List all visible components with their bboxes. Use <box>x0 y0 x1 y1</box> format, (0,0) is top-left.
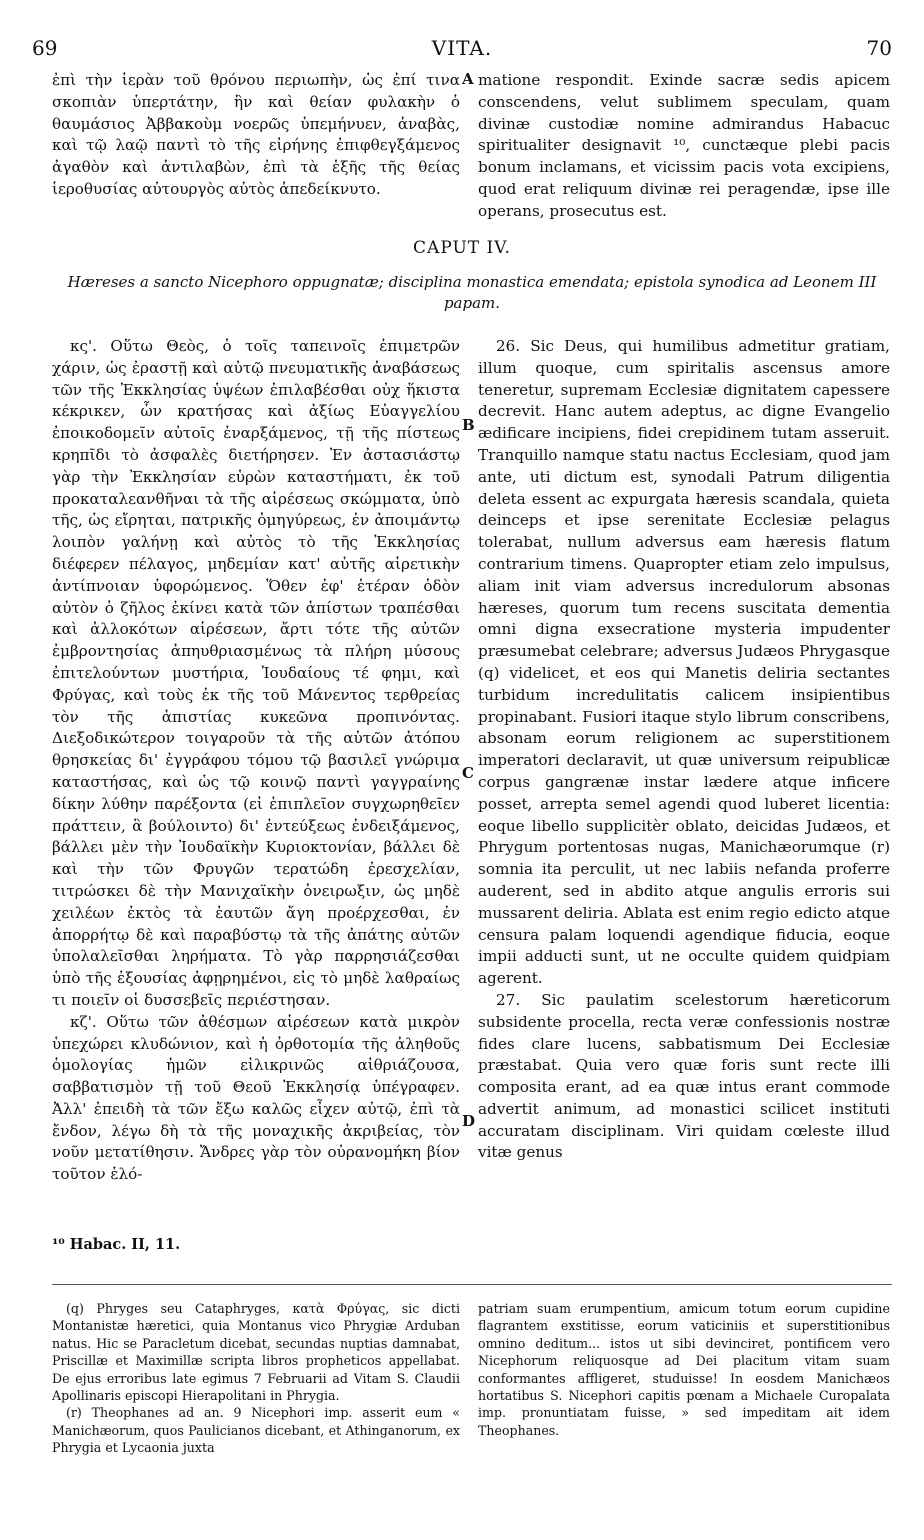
note-q: (q) Phryges seu Cataphryges, κατὰ Φρύγας, sic dicti Montanistæ hæretici, quia Montanus vico Phrygiæ Arduban natus. Hic se Paracletum dicebat, secundas nuptias damnabat, Priscillæ et Maximillæ scripta libros propheticos appellabat. De ejus erroribus late egimus 7 Februarii ad Vitam S. Claudii Apollinaris episcopi Hierapolitani in Phrygia. <box>52 1301 460 1404</box>
running-title: VITA. <box>431 36 493 60</box>
page-number-left: 69 <box>32 36 58 60</box>
intro-greek-text: ἐπὶ τὴν ἱερὰν τοῦ θρόνου περιωπὴν, ὡς ἐπί τινα σκοπιὰν ὑπερτάτην, ἣν καὶ θείαν φυλακὴν ὁ θαυμάσιος Ἀββακοὺμ νοερῶς ὑπεμήνυεν, ἀναβὰς, καὶ τῷ λαῷ παντὶ τὸ τῆς εἰρήνης ἐπιφθεγξάμενος ἀγαθὸν καὶ ἀντιλαβὼν, ἐπὶ τὰ ἑξῆς τῆς θείας ἱεροθυσίας αὐτουργὸς αὐτὸς ἀπεδείκνυτο. <box>52 71 460 198</box>
intro-greek-column <box>52 70 460 201</box>
footnote-divider <box>52 1284 892 1285</box>
scripture-footnote: ¹⁰ Habac. II, 11. <box>52 1236 181 1253</box>
margin-marker-c: C <box>462 764 474 782</box>
latin-paragraph-26: 26. Sic Deus, qui humilibus admetitur gratiam, illum quoque, cum spiritalis ascensus amore teneretur, supremam Ecclesiæ dignitatem capessere decrevit. Hanc autem adeptus, ac digne Evangelio ædificare incipiens, fidei crepidinem tutam asseruit. Tranquillo namque statu nactus Ecclesiam, quod jam ante, uti dictum est, synodali Patrum diligentia deleta essent ac expurgata hæresis scandala, quieta deinceps et ipse serenitate Ecclesiæ pelagus tolerabat, nullum adversus eam hæresis flatum contrarium timens. Quapropter etiam zelo impulsus, aliam init viam adversus incredulorum absonas hæreses, quorum tum recens suscitata dementia omni digna exsecratione mysteria impudenter præsumebat celebrare; adversus Judæos Phrygasque (q) videlicet, et eos qui Manetis deliria sectantes turbidum incredulitatis calicem insipientibus propinabant. Fusiori itaque stylo librum conscribens, absonam eorum religionem ac superstitionem imperatori declaravit, ut quæ universum reipublicæ corpus gangrænæ instar lædere atque inficere posset, arrepta semel agendi quod luberet licentia: eoque libello supplicitèr oblato, deicidas Judæos, et Phrygum portentosas nugas, Manichæorumque (r) somnia ita perculit, ut nec labiis nefanda proferre auderent, sed in abdito atque angulis erroris sui mussarent deliria. Ablata est enim regio edicto atque censura palam loquendi agendique fiducia, eoque impii adducti sunt, ut ne occulte quidem quidpiam agerent. <box>478 337 890 988</box>
margin-marker-a: A <box>462 70 474 88</box>
chapter-title: CAPUT IV. <box>413 238 511 258</box>
page-header <box>32 36 892 66</box>
note-r-continued: patriam suam erumpentium, amicum totum eorum cupidine flagrantem exstitisse, eorum vaticiniis et superstitionibus omnino deditum... istos ut sibi devinciret, pontificem vero Nicephorum reliquosque ad Dei placitum vitam suam conformantes affligeret, studuisse! In eosdem Manichæos hortatibus S. Nicephori capitis pœnam a Michaele Curopalata imp. pronuntiatam fuisse, » sed impeditam ait idem Theophanes. <box>478 1301 890 1438</box>
latin-paragraph-27: 27. Sic paulatim scelestorum hæreticorum subsidente procella, recta veræ confessionis nostræ fides clare lucens, sabbatismum Dei Ecclesiæ præstabat. Quia vero quæ foris sunt recte illi composita erant, ad ea quæ intus erant commode advertit animum, ad monastici scilicet instituti accuratam disciplinam. Viri quidam cœleste illud vitæ genus <box>478 990 890 1162</box>
margin-marker-d: D <box>462 1112 476 1130</box>
intro-latin-column <box>478 70 890 223</box>
greek-paragraph-26: κς'. Οὕτω Θεὸς, ὁ τοῖς ταπεινοῖς ἐπιμετρῶν χάριν, ὡς ἐραστῇ καὶ αὐτῷ πνευματικῆς ἀναβάσεως τῶν τῆς Ἐκκλησίας ὑψέων ἐπιλαβέσθαι οὐχ ἥκιστα κέκρικεν, ὧν κρατήσας καὶ ἀξίως Εὐαγγελίου ἐποικοδομεῖν αὐτοῖς ἐναρξάμενος, τῇ τῆς πίστεως κρηπῖδι τὸ ἀσφαλὲς διετήρησεν. Ἐν ἀστασιάστῳ γὰρ τὴν Ἐκκλησίαν εὑρὼν καταστήματι, ἐκ τοῦ προκαταλεανθῆναι τὰ τῆς αἱρέσεως σκώμματα, ὑπὸ τῆς, ὡς εἴρηται, πατρικῆς ὁμηγύρεως, ἐν ἀποιμάντῳ λοιπὸν γαλήνῃ καὶ αὐτὸς τὸ τῆς Ἐκκλησίας διέφερεν πέλαγος, μηδεμίαν κατ' αὐτῆς αἱρετικὴν ἀντίπνοιαν ὑφορώμενος. Ὅθεν ἐφ' ἑτέραν ὁδὸν αὐτὸν ὁ ζῆλος ἐκίνει κατὰ τῶν ἀπίστων τραπέσθαι καὶ ἀλλοκότων αἱρέσεων, ἄρτι τότε τῆς αὐτῶν ἐμβροντησίας ἀπηυθριασμένως τὰ πλήρη μύσους ἐπιτελούντων μυστήρια, Ἰουδαίους τέ φημι, καὶ Φρύγας, καὶ τοὺς ἐκ τῆς τοῦ Μάνεντος τερθρείας τὸν τῆς ἀπιστίας κυκεῶνα προπινόντας. Διεξοδικώτερον τοιγαροῦν τὰ τῆς αὐτῶν ἀτόπου θρησκείας δι' ἐγγράφου τόμου τῷ βασιλεῖ γνώριμα καταστήσας, καὶ ὡς τῷ κοινῷ παντὶ γαγγραίνης δίκην λύθην παρέξοντα (εἰ ἐπιπλεῖον συγχωρηθεῖεν πράττειν, ἃ βούλοιντο) δι' ἐντεύξεως ἐνδειξάμενος, βάλλει μὲν τὴν Ἰουδαϊκὴν Κυριοκτονίαν, βάλλει δὲ καὶ τὴν τῶν Φρυγῶν τερατώδη ἐρεσχελίαν, τιτρώσκει δὲ τὴν Μανιχαϊκὴν ὀνειρωξιν, ὡς μηδὲ χειλέων ἐκτὸς τὰ ἑαυτῶν ἄγη προέρχεσθαι, ἐν ἀπορρήτῳ δὲ καὶ παραβύστῳ τὰ τῆς ἀπάτης αὐτῶν ὑπολαλεῖσθαι ληρήματα. Τὸ γὰρ παρρησιάζεσθαι ὑπὸ τῆς ἐξουσίας ἀφῃρημένοι, εἰς τὸ μηδὲ λαθραίως τι ποιεῖν οἱ δυσσεβεῖς περιέστησαν. <box>52 337 460 1009</box>
intro-latin-text: matione respondit. Exinde sacræ sedis apicem conscendens, velut sublimem speculam, quam divinæ custodiæ nomine admirandus Habacuc spiritualiter designavit ¹⁰, cunctæque plebi pacis bonum inclamans, et vicissim pacis vota excipiens, quod erat reliquum divinæ rei peragendæ, ipse ille operans, prosecutus est. <box>478 71 890 220</box>
greek-column <box>52 336 460 1186</box>
latin-column <box>478 336 890 1164</box>
notes-right-column <box>478 1300 890 1439</box>
note-r: (r) Theophanes ad an. 9 Nicephori imp. asserit eum « Manichæorum, quos Paulicianos dicebant, et Athinganorum, ex Phrygia et Lycaonia juxta <box>52 1405 460 1456</box>
margin-marker-b: B <box>462 416 475 434</box>
page-number-right: 70 <box>866 36 892 60</box>
notes-left-column <box>52 1300 460 1457</box>
chapter-summary: Hæreses a sancto Nicephoro oppugnatæ; disciplina monastica emendata; epistola synodica ad Leonem III papam. <box>67 273 877 312</box>
greek-paragraph-27: κζ'. Οὕτω τῶν ἀθέσμων αἱρέσεων κατὰ μικρὸν ὑπεχώρει κλυδώνιον, καὶ ἡ ὀρθοτομία τῆς ἀληθοῦς ὁμολογίας ἡμῶν εἰλικρινῶς αἰθριάζουσα, σαββατισμὸν τῇ τοῦ Θεοῦ Ἐκκλησίᾳ ὑπέγραφεν. Ἀλλ' ἐπειδὴ τὰ τῶν ἔξω καλῶς εἶχεν αὐτῷ, ἐπὶ τὰ ἔνδον, λέγω δὴ τὰ τῆς μοναχικῆς ἀκριβείας, τὸν νοῦν μετατίθησιν. Ἄνδρες γὰρ τὸν οὐρανομήκη βίον τοῦτον ἑλό- <box>52 1012 460 1184</box>
